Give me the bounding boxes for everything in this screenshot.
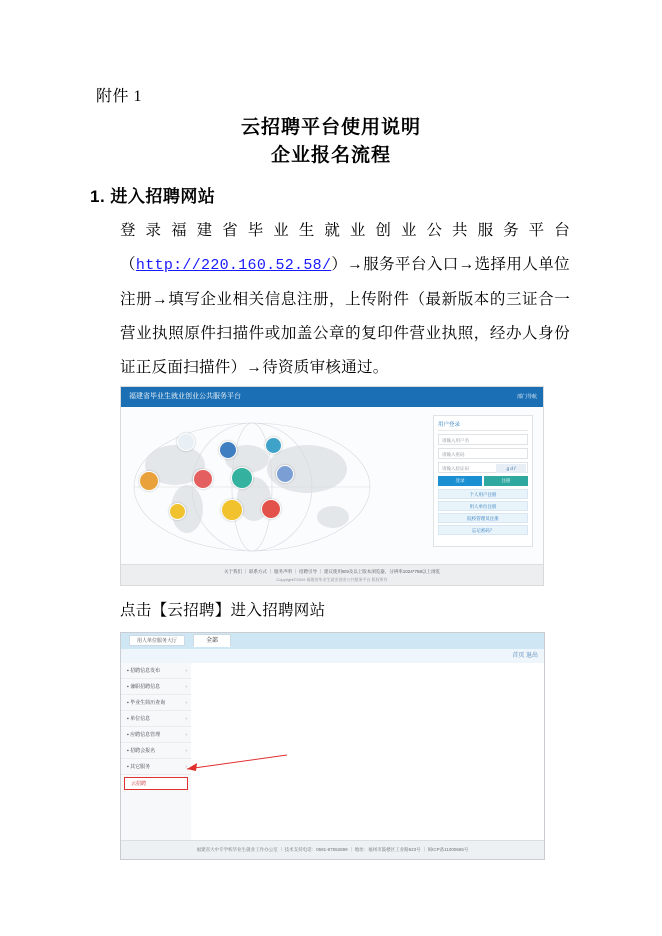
briefcase-icon: ▪	[127, 668, 131, 674]
sidebar-item-label: 云招聘	[131, 781, 147, 787]
sidebar-item-company-info[interactable]	[121, 711, 191, 727]
paragraph-1-text-after-link: ）→服务平台入口→选择用人单位注册→填写企业相关信息注册，上传附件（最新版本的三证合一营业执照原件扫描件或加盖公章的复印件营业执照，经办人身份证正反面扫描件）→待资质审核通过。	[120, 256, 570, 376]
console-footer: 福建省大中专学校毕业生就业工作办公室 ｜ 技术支持电话：0591-87552899 ｜ 地址：福州市鼓楼区工业路523号 ｜ 闽ICP备11000665号	[121, 840, 544, 859]
search-icon: ▪	[127, 700, 131, 706]
bubble-grid-icon	[261, 499, 281, 519]
tab-employer-service-hall[interactable]: 用人单位服务大厅	[129, 635, 185, 646]
chevron-right-icon: ›	[185, 700, 187, 706]
sidebar-item-job-posting[interactable]	[121, 663, 191, 679]
chevron-right-icon: ›	[185, 684, 187, 690]
chevron-right-icon: ›	[185, 748, 187, 754]
chevron-right-icon: ›	[185, 764, 187, 770]
sidebar-item-application-management[interactable]	[121, 727, 191, 743]
building-icon: ▪	[127, 716, 131, 722]
chevron-right-icon: ›	[185, 716, 187, 722]
link-employer-register[interactable]: 用人单位注册	[438, 501, 528, 511]
title-line-1: 云招聘平台使用说明	[240, 117, 421, 138]
sidebar-item-label: 招聘信息发布	[130, 668, 161, 674]
console-top-right-icons[interactable]: 首页 退出	[512, 653, 538, 659]
calendar-icon: ▪	[127, 748, 131, 754]
platform-url-link[interactable]: http://220.160.52.58/	[135, 257, 332, 274]
bubble-mail-icon	[139, 471, 159, 491]
bubble-doc-icon	[265, 437, 282, 454]
portal-footer-copyright: Copyright©2019 福建省毕业生就业创业公共服务平台 版权所有	[276, 577, 388, 582]
sidebar-item-label: 单位信息	[130, 716, 151, 722]
console-tab-bar	[121, 649, 544, 664]
bubble-clock-icon	[177, 433, 195, 451]
sidebar-item-label: 应聘信息管理	[130, 732, 161, 738]
portal-header-bar	[121, 387, 543, 407]
attachment-label: 附件 1	[96, 88, 143, 105]
document-title	[0, 114, 662, 170]
sidebar-item-label: 其它服务	[130, 764, 151, 770]
chevron-right-icon: ›	[185, 732, 187, 738]
link-school-admin-register[interactable]: 院校管理员注册	[438, 513, 528, 523]
portal-header-right: 部门导航	[516, 394, 537, 400]
sidebar-item-label: 兼职招聘信息	[130, 684, 161, 690]
captcha-image[interactable]: g d f	[496, 464, 526, 473]
world-map-illustration	[127, 417, 377, 557]
chevron-right-icon: ›	[185, 668, 187, 674]
screenshot-portal-homepage	[120, 386, 544, 586]
login-card-title: 用户登录	[438, 420, 528, 431]
bubble-chat-icon	[231, 467, 253, 489]
captcha-placeholder: 请输入验证码	[442, 466, 469, 471]
portal-header-title: 福建省毕业生就业创业公共服务平台	[129, 393, 241, 400]
sidebar-item-jobfair-signup[interactable]	[121, 743, 191, 759]
bubble-people-icon	[193, 469, 213, 489]
console-sidebar	[121, 663, 192, 841]
paragraph-1	[120, 214, 570, 385]
portal-footer	[121, 564, 543, 585]
bubble-book-icon	[219, 441, 237, 459]
captcha-input[interactable]	[438, 462, 528, 473]
console-main-content	[191, 663, 544, 841]
bubble-star-icon	[276, 465, 294, 483]
portal-body	[121, 407, 543, 567]
screenshot-employer-console	[120, 632, 545, 860]
sidebar-item-resume-search[interactable]	[121, 695, 191, 711]
link-forgot-password[interactable]: 忘记密码？	[438, 525, 528, 535]
paragraph-1-text-before-link: 登录福建省毕业生就业创业公共服务平台（	[120, 222, 570, 273]
list-icon: ▪	[127, 684, 131, 690]
sidebar-item-cloud-recruit[interactable]	[124, 777, 188, 790]
sidebar-item-parttime-jobs[interactable]	[121, 679, 191, 695]
section-heading-1: 1. 进入招聘网站	[90, 187, 216, 206]
login-button[interactable]: 登录	[438, 476, 482, 486]
sidebar-item-label: 招聘会报名	[130, 748, 156, 754]
tab-all[interactable]: 全部	[193, 634, 231, 647]
tag-icon: ▪	[127, 732, 131, 738]
gear-icon: ▪	[127, 764, 131, 770]
portal-footer-nav: 关于我们 ｜ 联系方式 ｜ 服务声明 ｜ 招聘引导 ｜ 建议使用IE9及以上版本浏览器，分辨率1024*768以上浏览	[223, 569, 441, 574]
bubble-bag-icon	[169, 503, 186, 520]
caption-click-cloud-recruit: 点击【云招聘】进入招聘网站	[120, 602, 326, 619]
sidebar-item-other-services[interactable]	[121, 759, 191, 775]
sidebar-item-label: 毕业生简历查询	[130, 700, 166, 706]
link-personal-register[interactable]: 个人用户注册	[438, 489, 528, 499]
register-button[interactable]: 注册	[484, 476, 528, 486]
password-input[interactable]: 请输入密码	[438, 448, 528, 459]
title-line-2: 企业报名流程	[270, 145, 391, 166]
login-button-row	[438, 476, 528, 486]
bubble-user-icon	[221, 499, 243, 521]
username-input[interactable]: 请输入用户名	[438, 434, 528, 445]
login-card	[433, 415, 533, 547]
